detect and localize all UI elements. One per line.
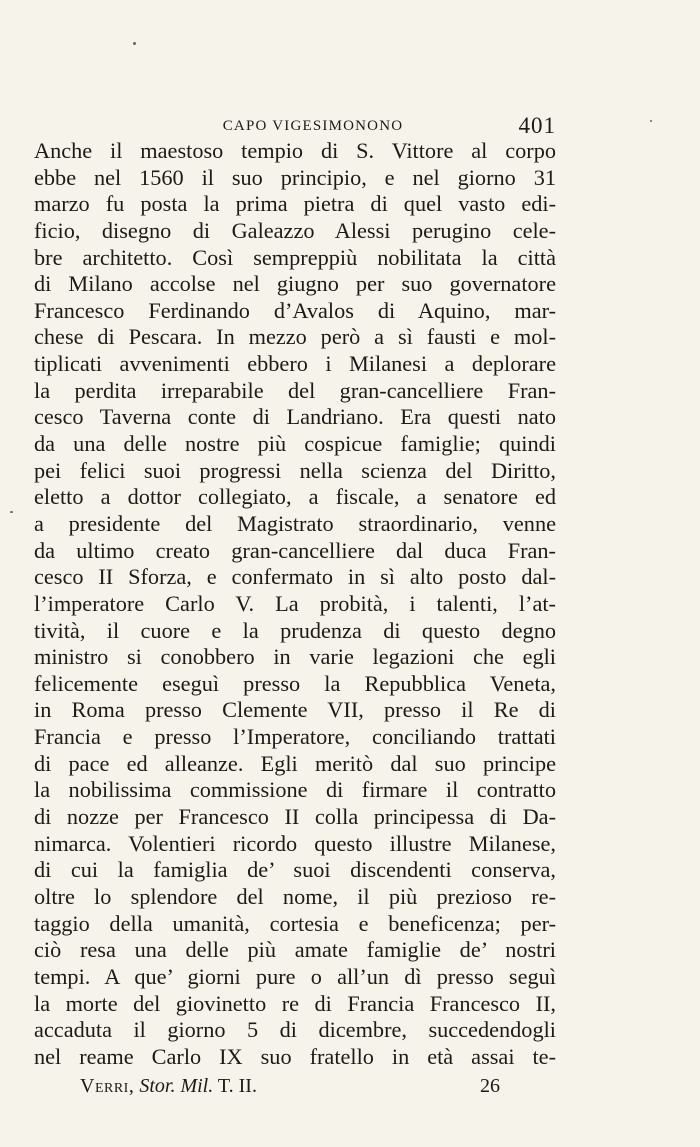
volume-number: T. II. bbox=[217, 1075, 257, 1097]
text-line: nel reame Carlo IX suo fratello in età assai te- bbox=[34, 1043, 556, 1069]
text-line: di nozze per Francesco II colla principessa di Da- bbox=[34, 804, 556, 830]
text-line: ministro si conobbero in varie legazioni che egli bbox=[34, 644, 556, 670]
print-speck bbox=[10, 511, 13, 513]
text-line: l’imperatore Carlo V. La probità, i talenti, l’at- bbox=[34, 590, 556, 616]
text-line: Francesco Ferdinando d’Avalos di Aquino, mar- bbox=[34, 297, 556, 323]
text-line: di pace ed alleanze. Egli meritò dal suo principe bbox=[34, 750, 556, 776]
text-line: bre architetto. Così sempreppiù nobilitata la città bbox=[34, 244, 556, 270]
text-line: chese di Pescara. In mezzo però a sì fausti e mol- bbox=[34, 324, 556, 350]
text-line: nimarca. Volentieri ricordo questo illustre Milanese, bbox=[34, 830, 556, 856]
text-line: cesco Taverna conte di Landriano. Era questi nato bbox=[34, 404, 556, 430]
text-line: a presidente del Magistrato straordinario, venne bbox=[34, 510, 556, 536]
text-line: oltre lo splendore del nome, il più prezioso re- bbox=[34, 883, 556, 909]
page-footer bbox=[80, 1075, 500, 1103]
printer-signature bbox=[80, 1075, 257, 1098]
signature-mark: 26 bbox=[480, 1075, 500, 1097]
text-line: ciò resa una delle più amate famiglie de’ nostri bbox=[34, 937, 556, 963]
body-text bbox=[34, 138, 556, 1070]
print-speck bbox=[133, 42, 136, 45]
text-line: Francia e presso l’Imperatore, conciliando trattati bbox=[34, 724, 556, 750]
text-line: cesco II Sforza, e confermato in sì alto posto dal- bbox=[34, 564, 556, 590]
text-line: pei felici suoi progressi nella scienza del Diritto, bbox=[34, 457, 556, 483]
author-name: Verri, bbox=[80, 1075, 135, 1097]
text-line: ebbe nel 1560 il suo principio, e nel giorno 31 bbox=[34, 164, 556, 190]
text-line: di Milano accolse nel giugno per suo governatore bbox=[34, 271, 556, 297]
chapter-title: CAPO VIGESIMONONO bbox=[222, 118, 404, 134]
text-line: da una delle nostre più cospicue famiglie; quindi bbox=[34, 431, 556, 457]
print-speck bbox=[650, 120, 652, 122]
text-line: tempi. A que’ giorni pure o all’un dì presso seguì bbox=[34, 963, 556, 989]
text-line: taggio della umanità, cortesia e beneficenza; per- bbox=[34, 910, 556, 936]
text-line: da ultimo creato gran-cancelliere dal duca Fran- bbox=[34, 537, 556, 563]
text-line: felicemente eseguì presso la Repubblica Veneta, bbox=[34, 670, 556, 696]
text-line: tività, il cuore e la prudenza di questo degno bbox=[34, 617, 556, 643]
text-line: la morte del giovinetto re di Francia Francesco II, bbox=[34, 990, 556, 1016]
text-line: la nobilissima commissione di firmare il contratto bbox=[34, 777, 556, 803]
text-line: la perdita irreparabile del gran-cancelliere Fran- bbox=[34, 377, 556, 403]
page-number: 401 bbox=[518, 113, 556, 138]
text-line: eletto a dottor collegiato, a fiscale, a senatore ed bbox=[34, 484, 556, 510]
text-line: tiplicati avvenimenti ebbero i Milanesi a deplorare bbox=[34, 351, 556, 377]
work-title: Stor. Mil. bbox=[139, 1075, 214, 1097]
text-line: di cui la famiglia de’ suoi discendenti conserva, bbox=[34, 857, 556, 883]
text-line: in Roma presso Clemente VII, presso il Re di bbox=[34, 697, 556, 723]
text-line: Anche il maestoso tempio di S. Vittore al corpo bbox=[34, 138, 556, 163]
text-line: marzo fu posta la prima pietra di quel vasto edi- bbox=[34, 191, 556, 217]
text-line: ficio, disegno di Galeazzo Alessi perugino cele- bbox=[34, 217, 556, 243]
text-line: accaduta il giorno 5 di dicembre, succedendogli bbox=[34, 1017, 556, 1043]
